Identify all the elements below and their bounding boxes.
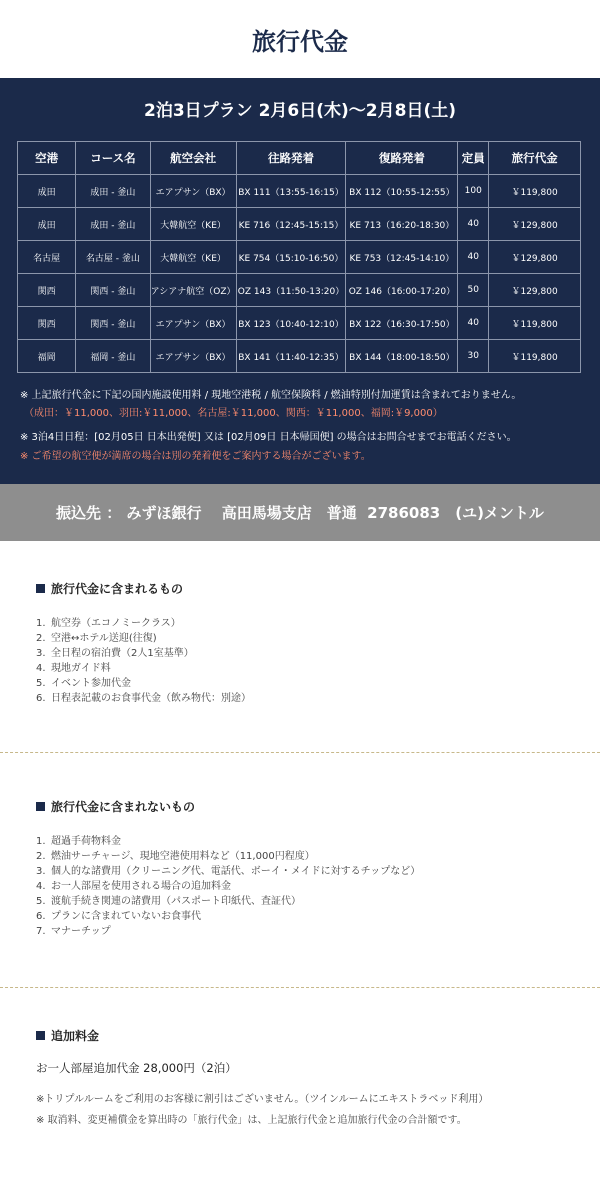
airline-cell: エアプサン（BX） (151, 175, 237, 208)
list-item: 1. 超過手荷物料金 (36, 836, 121, 847)
excluded-heading-text: 旅行代金に含まれないもの (51, 800, 196, 814)
price-cell: ￥119,800 (489, 175, 580, 208)
header-cell: 定員 (458, 142, 489, 175)
table-row (18, 307, 580, 340)
airline-cell: 大韓航空（KE） (151, 208, 237, 241)
airport-cell: 名古屋 (18, 241, 76, 274)
page-title: 旅行代金 (252, 26, 348, 56)
list-item: 2. 空港↔ホテル送迎(往復) (36, 633, 157, 644)
airline-cell: エアプサン（BX） (151, 307, 237, 340)
extra-fee-section (36, 1027, 488, 1126)
outbound-cell: KE 716（12:45-15:15） (237, 208, 347, 241)
list-item: 3. 個人的な諸費用（クリーニング代、電話代、ボーイ・メイドに対するチップなど） (36, 866, 421, 877)
fare-panel (0, 78, 600, 484)
excluded-section (36, 798, 420, 939)
note-full-flights: ※ ご希望の航空便が満席の場合は別の発着便をご案内する場合がございます。 (20, 451, 371, 462)
excluded-heading (36, 798, 420, 815)
square-bullet-icon (36, 802, 45, 811)
price-cell: ￥119,800 (511, 352, 558, 363)
fare-table (17, 141, 581, 373)
airport-cell: 福岡 (18, 340, 76, 372)
return-cell: KE 753（12:45-14:10） (346, 241, 458, 274)
header-cell: 往路発着 (237, 142, 347, 175)
price-cell: ￥129,800 (489, 208, 580, 241)
square-bullet-icon (36, 1031, 45, 1040)
return-cell: OZ 146（16:00-17:20） (346, 274, 458, 307)
price-cell: ￥129,800 (489, 241, 580, 274)
course-cell: 福岡 - 釜山 (76, 340, 150, 372)
course-cell: 名古屋 - 釜山 (76, 241, 150, 274)
excluded-list (36, 834, 420, 939)
note-4day-schedule: ※ 3泊4日日程：[02月05日 日本出発便] 又は [02月09日 日本帰国便] の場合はお問合せまでお電話ください。 (20, 432, 517, 443)
course-cell: 関西 - 釜山 (76, 307, 150, 340)
table-row (18, 241, 580, 274)
section-divider (0, 987, 600, 988)
section-divider (0, 752, 600, 753)
outbound-cell: BX 141（11:40-12:35） (237, 340, 347, 372)
list-item: 1. 航空券（エコノミークラス） (36, 618, 181, 629)
return-cell: KE 713（16:20-18:30） (346, 208, 458, 241)
price-cell: ￥119,800 (489, 307, 580, 340)
included-heading-text: 旅行代金に含まれるもの (51, 582, 184, 596)
capacity-cell: 100 (458, 175, 489, 208)
price-cell: ￥129,800 (489, 274, 580, 307)
header-cell: 空港 (18, 142, 76, 175)
outbound-cell: OZ 143（11:50-13:20） (237, 274, 347, 307)
table-row (18, 208, 580, 241)
header-cell: 復路発着 (346, 142, 458, 175)
fare-table-header (18, 142, 580, 175)
list-item: 5. イベント参加代金 (36, 678, 131, 689)
triple-room-note: ※トリプルルームをご利用のお客様に割引はございません。（ツインルームにエキストラベッド利用） (36, 1094, 489, 1105)
included-heading (36, 580, 251, 597)
table-row (18, 274, 580, 307)
included-list (36, 616, 251, 706)
details-area (0, 541, 600, 1179)
table-row (18, 340, 580, 372)
list-item: 6. プランに含まれていないお食事代 (36, 911, 201, 922)
plan-title: 2泊3日プラン 2月6日(木)〜2月8日(土) (144, 101, 456, 121)
bank-transfer-banner: 振込先 ： みずほ銀行 高田馬場支店 普通 2786083 (ユ)メントル (0, 484, 600, 541)
note-fees-excluded: ※ 上記旅行代金に下記の国内施設使用料 / 現地空港税 / 航空保険料 / 燃油特別付加運賃は含まれておりません。 (20, 390, 522, 401)
list-item: 2. 燃油サーチャージ、現地空港使用料など（11,000円程度） (36, 851, 315, 862)
list-item: 4. 現地ガイド料 (36, 663, 111, 674)
airline-cell: アシアナ航空（OZ） (151, 274, 237, 307)
airport-cell: 関西 (18, 307, 76, 340)
airport-cell: 成田 (18, 175, 76, 208)
return-cell: BX 144（18:00-18:50） (346, 340, 458, 372)
fare-notes (20, 389, 586, 463)
course-cell: 成田 - 釜山 (76, 208, 150, 241)
return-cell: BX 112（10:55-12:55） (346, 175, 458, 208)
list-item: 7. マナーチップ (36, 926, 111, 937)
included-section (36, 580, 251, 706)
airport-cell: 成田 (18, 208, 76, 241)
square-bullet-icon (36, 584, 45, 593)
note-fee-amounts: （成田：￥11,000、羽田:￥11,000、名古屋:￥11,000、関西：￥11,000、福岡:￥9,000） (24, 408, 443, 419)
outbound-cell: KE 754（15:10-16:50） (237, 241, 347, 274)
capacity-cell: 40 (458, 307, 489, 340)
capacity-cell: 40 (458, 241, 489, 274)
course-cell: 成田 - 釜山 (76, 175, 150, 208)
header-cell: 航空会社 (151, 142, 237, 175)
airline-cell: 大韓航空（KE） (151, 241, 237, 274)
cancellation-note: ※ 取消料、変更補償金を算出時の「旅行代金」は、上記旅行代金と追加旅行代金の合計額です。 (36, 1115, 467, 1126)
capacity-cell: 30 (458, 340, 489, 372)
header-cell: 旅行代金 (489, 142, 580, 175)
page-header (0, 0, 600, 78)
airport-cell: 関西 (18, 274, 76, 307)
capacity-cell: 40 (458, 208, 489, 241)
capacity-cell: 50 (458, 274, 489, 307)
airline-cell: エアプサン（BX） (151, 340, 237, 372)
list-item: 6. 日程表記載のお食事代金（飲み物代：別途） (36, 693, 251, 704)
table-row (18, 175, 580, 208)
extra-heading (36, 1027, 488, 1044)
header-cell: コース名 (76, 142, 150, 175)
return-cell: BX 122（16:30-17:50） (346, 307, 458, 340)
list-item: 3. 全日程の宿泊費（2人1室基準） (36, 648, 194, 659)
list-item: 4. お一人部屋を使用される場合の追加料金 (36, 881, 231, 892)
list-item: 5. 渡航手続き関連の諸費用（パスポート印紙代、査証代） (36, 896, 301, 907)
outbound-cell: BX 123（10:40-12:10） (237, 307, 347, 340)
outbound-cell: BX 111（13:55-16:15） (237, 175, 347, 208)
course-cell: 関西 - 釜山 (76, 274, 150, 307)
extra-heading-text: 追加料金 (51, 1029, 100, 1043)
single-room-supplement: お一人部屋追加代金 28,000円（2泊） (36, 1061, 237, 1075)
